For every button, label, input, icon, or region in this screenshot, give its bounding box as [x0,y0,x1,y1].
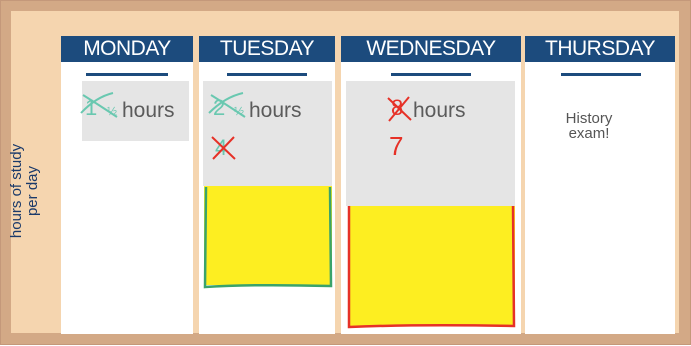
y-axis-label [9,116,41,266]
header-thursday: THURSDAY [525,36,675,62]
column-thursday [525,36,675,334]
wednesday-hours-label: hours [413,99,466,122]
underline-monday [86,73,168,76]
header-tuesday: TUESDAY [199,36,335,62]
tuesday-crossed-number: 2 [213,95,226,120]
header-monday: MONDAY [61,36,193,62]
tuesday-crossed-correction: 4 [215,135,228,160]
thursday-note-line2: exam! [568,125,610,142]
monday-crossed-number: 1 [85,95,98,120]
underline-thursday [561,73,641,76]
tuesday-fraction: ½ [234,104,245,118]
monday-fraction: ½ [107,104,118,118]
tuesday-hours-label: hours [249,99,302,122]
underline-wednesday [391,73,471,76]
y-axis-label-line2: per day [24,165,41,217]
thursday-note [549,111,629,141]
tuesday-study-bar [204,186,332,285]
thursday-note-line1: History [565,110,613,127]
header-wednesday: WEDNESDAY [341,36,521,62]
monday-hours-label: hours [122,99,175,122]
wednesday-crossed-number: 8 [391,95,404,120]
wednesday-corrected-number: 7 [389,131,404,161]
wednesday-study-bar [348,206,515,326]
y-axis-label-line1: hours of study [8,143,25,239]
underline-tuesday [227,73,307,76]
